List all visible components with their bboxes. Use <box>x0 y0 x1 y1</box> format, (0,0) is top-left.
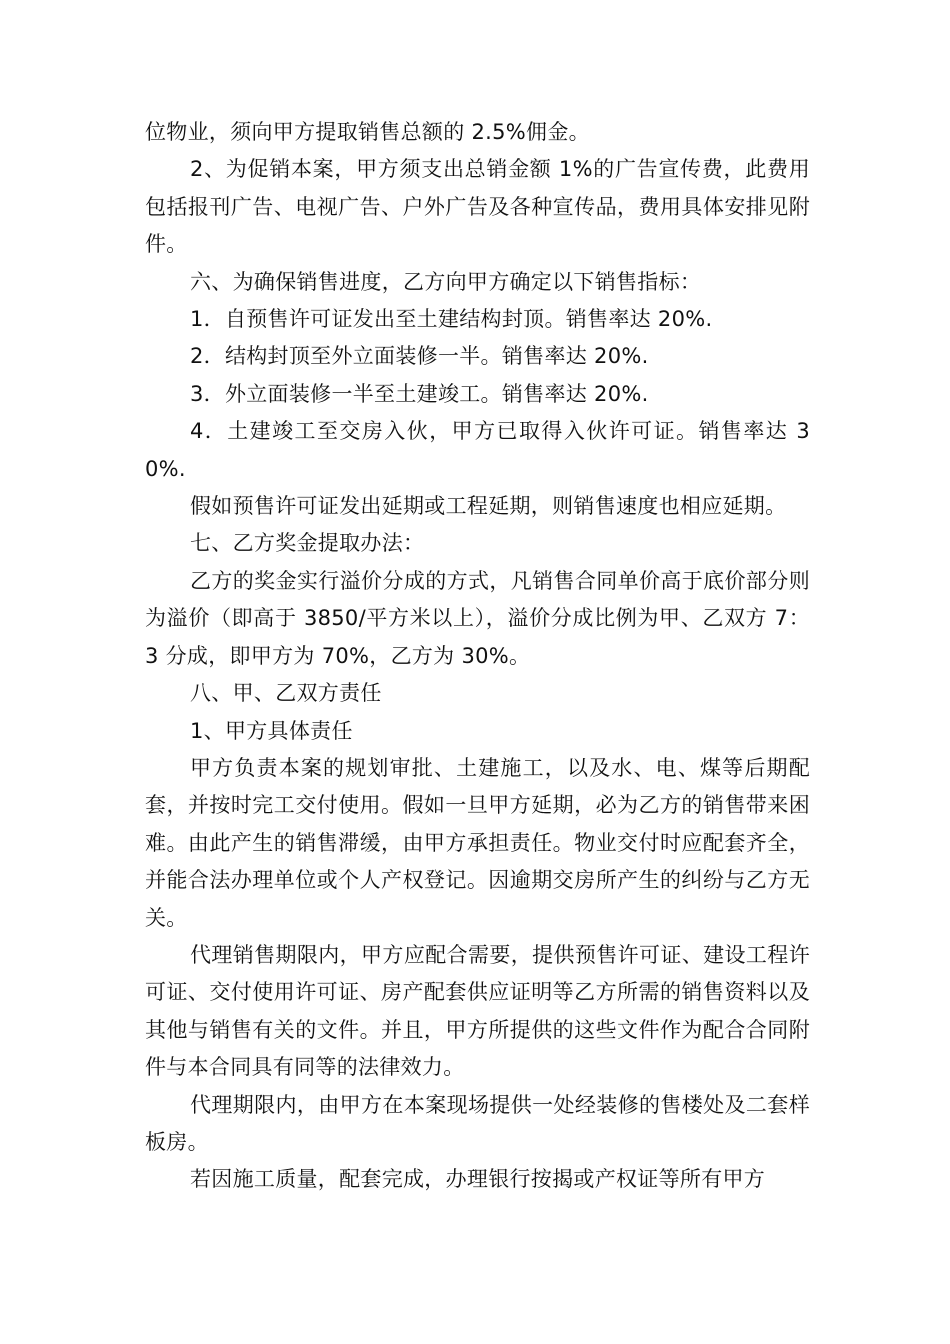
section-heading: 七、乙方奖金提取办法： <box>190 531 425 556</box>
list-item: 4．土建竣工至交房入伙，甲方已取得入伙许可证。销售率达 30%. <box>145 419 810 481</box>
list-item: 2．结构封顶至外立面装修一半。销售率达 20%. <box>190 344 649 369</box>
paragraph: 代理销售期限内，甲方应配合需要，提供预售许可证、建设工程许可证、交付使用许可证、房产配套供应证明等乙方所需的销售资料以及其他与销售有关的文件。并且，甲方所提供的这些文件作为配合合同附件与本合同具有同等的法律效力。 <box>145 942 810 1080</box>
section-heading: 八、甲、乙双方责任 <box>190 681 382 706</box>
subsection-heading: 1、甲方具体责任 <box>190 718 353 743</box>
section-heading: 六、为确保销售进度，乙方向甲方确定以下销售指标： <box>190 269 702 294</box>
paragraph: 乙方的奖金实行溢价分成的方式，凡销售合同单价高于底价部分则为溢价（即高于 3850/平方米以上），溢价分成比例为甲、乙双方 7：3 分成，即甲方为 70%，乙方为 30%。 <box>145 568 810 668</box>
paragraph: 2、为促销本案，甲方须支出总销金额 1%的广告宣传费，此费用包括报刊广告、电视广告、户外广告及各种宣传品，费用具体安排见附件。 <box>145 157 810 257</box>
paragraph: 假如预售许可证发出延期或工程延期，则销售速度也相应延期。 <box>190 494 787 519</box>
paragraph: 代理期限内，由甲方在本案现场提供一处经装修的售楼处及二套样板房。 <box>145 1092 810 1154</box>
paragraph: 位物业，须向甲方提取销售总额的 2.5%佣金。 <box>145 120 590 144</box>
list-item: 1．自预售许可证发出至土建结构封顶。销售率达 20%. <box>190 307 713 332</box>
list-item: 3．外立面装修一半至土建竣工。销售率达 20%. <box>190 381 649 406</box>
paragraph: 若因施工质量，配套完成，办理银行按揭或产权证等所有甲方 <box>190 1167 766 1192</box>
paragraph: 甲方负责本案的规划审批、土建施工，以及水、电、煤等后期配套，并按时完工交付使用。假如一旦甲方延期，必为乙方的销售带来困难。由此产生的销售滞缓，由甲方承担责任。物业交付时应配套齐全，并能合法办理单位或个人产权登记。因逾期交房所产生的纠纷与乙方无关。 <box>145 755 810 930</box>
document-body <box>145 114 810 1199</box>
